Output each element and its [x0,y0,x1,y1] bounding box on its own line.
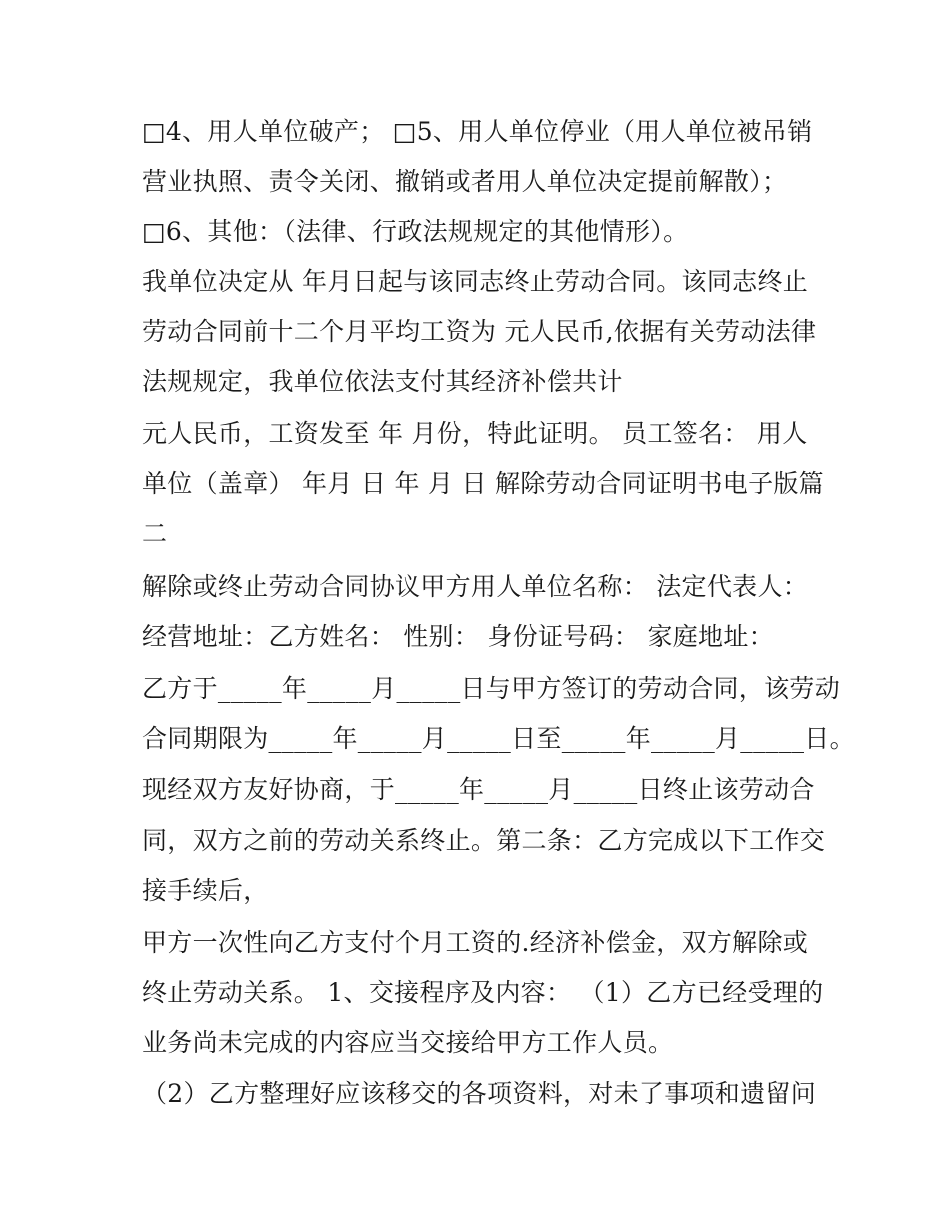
text-line: 二 [142,519,168,548]
text-line: □4、用人单位破产； □5、用人单位停业（用人单位被吊销 [142,117,813,146]
text-line: 解除或终止劳动合同协议甲方用人单位名称： 法定代表人： [142,572,809,601]
text-line: 业务尚未完成的内容应当交接给甲方工作人员。 [142,1028,674,1057]
text-line: 我单位决定从 年月日起与该同志终止劳动合同。该同志终止 [142,267,809,296]
text-line: 单位（盖章） 年月 日 年 月 日 解除劳动合同证明书电子版篇 [142,469,824,498]
text-line: 经营地址：乙方姓名： 性别： 身份证号码： 家庭地址： [142,622,774,651]
text-line: 接手续后， [142,876,269,905]
text-line: 营业执照、责令关闭、撤销或者用人单位决定提前解散）； [142,167,788,196]
text-line: 合同期限为_____年_____月_____日至_____年_____月_____日。 [142,724,855,753]
text-line: 现经双方友好协商，于_____年_____月_____日终止该劳动合 [142,775,815,804]
text-line: 劳动合同前十二个月平均工资为 元人民币,依据有关劳动法律 [142,317,817,346]
text-line: 乙方于_____年_____月_____日与甲方签订的劳动合同，该劳动 [142,674,841,703]
text-line: 元人民币，工资发至 年 月份，特此证明。 员工签名： 用人 [142,419,808,448]
text-line: 同，双方之前的劳动关系终止。第二条：乙方完成以下工作交 [142,826,826,855]
text-line: （2）乙方整理好应该移交的各项资料，对未了事项和遗留问 [142,1079,817,1108]
text-line: 终止劳动关系。 1、交接程序及内容： （1）乙方已经受理的 [142,978,824,1007]
text-line: 法规规定，我单位依法支付其经济补偿共计 [142,367,623,396]
text-line: 甲方一次性向乙方支付个月工资的.经济补偿金，双方解除或 [142,928,809,957]
text-line: □6、其他：（法律、行政法规规定的其他情形）。 [142,217,689,246]
